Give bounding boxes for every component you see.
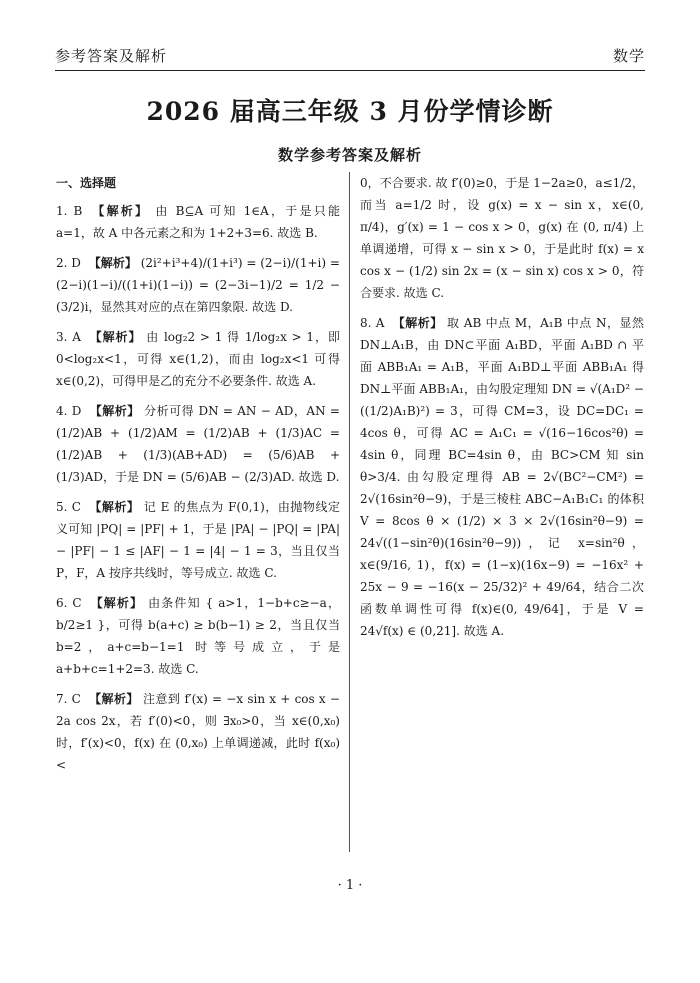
analysis-tag: 【解析】 <box>89 500 140 514</box>
question-1 <box>56 200 340 244</box>
question-text: 0，不合要求. 故 f′(0)≥0，于是 1−2a≥0，a≤1/2，而当 a=1/2 时，设 g(x) = x − sin x，x∈(0, π/4)，g′(x) = 1 − cos x > 0，g(x) 在 (0, π/4) 上单调递增，可得 x − sin x > 0，于是此时 f(x) = x cos x − (1/2) sin 2x = (x − sin x) cos x > 0，符合要求. 故选 C. <box>360 176 644 300</box>
question-number: 1. B <box>56 204 83 218</box>
question-number: 6. C <box>56 596 82 610</box>
document-subtitle: 数学参考答案及解析 <box>277 146 422 164</box>
right-column <box>360 172 644 650</box>
analysis-tag: 【解析】 <box>88 256 137 270</box>
page-header <box>55 38 645 71</box>
page-number: · 1 · <box>337 878 363 893</box>
question-number: 2. D <box>56 256 81 270</box>
header-right: 数学 <box>612 47 645 65</box>
question-3 <box>56 326 340 392</box>
analysis-tag: 【解析】 <box>89 404 140 418</box>
question-text: 取 AB 中点 M，A₁B 中点 N，显然 DN⊥A₁B，由 DN⊂平面 A₁BD，平面 A₁BD ∩ 平面 ABB₁A₁ = A₁B，平面 A₁BD⊥平面 ABB₁A₁ 得 DN⊥平面 ABB₁A₁，由勾股定理知 DN = √(A₁D² − ((1/2)A₁B)²) = 3，可得 CM=3，设 DC=DC₁ = 4cos θ，可得 AC = A₁C₁ = √(16−16cos²θ) = 4sin θ，同理 BC=4sin θ，由 BC>CM 知 sin θ>3/4. 由勾股定理得 AB = 2√(BC²−CM²) = 2√(16sin²θ−9)，于是三棱柱 ABC−A₁B₁C₁ 的体积 V = 8cos θ × (1/2) × 3 × 2√(16sin²θ−9) = 24√((1−sin²θ)(16sin²θ−9))，记 x=sin²θ，x∈(9/16, 1)，f(x) = (1−x)(16x−9) = −16x² + 25x − 9 = −16(x − 25/32)² + 49/64，结合二次函数单调性可得 f(x)∈(0, 49/64]，于是 V = 24√f(x) ∈ (0,21]. 故选 A. <box>360 316 644 638</box>
question-text: 分析可得 DN = AN − AD，AN = (1/2)AB + (1/2)AM = (1/2)AB + (1/3)AC = (1/2)AB + (1/3)(AB+AD) = (5/6)AB + (1/3)AD，于是 DN = (5/6)AB − (2/3)AD. 故选 D. <box>56 404 340 484</box>
question-text: 由 B⊆A 可知 1∈A，于是只能 a=1，故 A 中各元素之和为 1+2+3=6. 故选 B. <box>56 204 340 240</box>
section-heading: 一、选择题 <box>56 176 117 190</box>
question-number: 7. C <box>56 692 81 706</box>
column-divider <box>349 172 350 852</box>
question-text: 由条件知 { a>1，1−b+c≥−a，b/2≥1 }，可得 b(a+c) ≥ b(b−1) ≥ 2，当且仅当 b=2，a+c=b−1=1 时等号成立，于是 a+b+c=1+2=3. 故选 C. <box>56 596 340 676</box>
question-5 <box>56 496 340 584</box>
left-column <box>56 172 340 784</box>
question-6 <box>56 592 340 680</box>
question-text: (2i²+i³+4)/(1+i³) = (2−i)/(1+i) = (2−i)(1−i)/((1+i)(1−i)) = (2−3i−1)/2 = 1/2 − (3/2)i，显然其对应的点在第四象限. 故选 D. <box>56 256 340 314</box>
document-title: 2026 届高三年级 3 月份学情诊断 <box>146 97 554 126</box>
question-text: 记 E 的焦点为 F(0,1)，由抛物线定义可知 |PQ| = |PF| + 1，于是 |PA| − |PQ| = |PA| − |PF| − 1 ≤ |AF| − 1 = |4| − 1 = 3，当且仅当 P，F，A 按序共线时，等号成立. 故选 C. <box>56 500 340 580</box>
question-number: 4. D <box>56 404 82 418</box>
question-7-continued <box>360 172 644 304</box>
question-text: 由 log₂2 > 1 得 1/log₂x > 1，即 0<log₂x<1，可得 x∈(1,2)，而由 log₂x<1 可得 x∈(0,2)，可得甲是乙的充分不必要条件. 故选 A. <box>56 330 340 388</box>
analysis-tag: 【解析】 <box>92 204 150 218</box>
question-number: 3. A <box>56 330 81 344</box>
question-number: 5. C <box>56 500 81 514</box>
question-number: 8. A <box>360 316 385 330</box>
question-text: 注意到 f′(x) = −x sin x + cos x − 2a cos 2x，若 f′(0)<0，则 ∃x₀>0，当 x∈(0,x₀) 时，f′(x)<0，f(x) 在 (0,x₀) 上单调递减，此时 f(x₀)< <box>56 692 340 772</box>
analysis-tag: 【解析】 <box>90 596 144 610</box>
header-left: 参考答案及解析 <box>55 47 168 65</box>
question-7 <box>56 688 340 776</box>
question-4 <box>56 400 340 488</box>
analysis-tag: 【解析】 <box>89 692 139 706</box>
analysis-tag: 【解析】 <box>392 316 443 330</box>
question-8 <box>360 312 644 642</box>
analysis-tag: 【解析】 <box>89 330 142 344</box>
question-2 <box>56 252 340 318</box>
